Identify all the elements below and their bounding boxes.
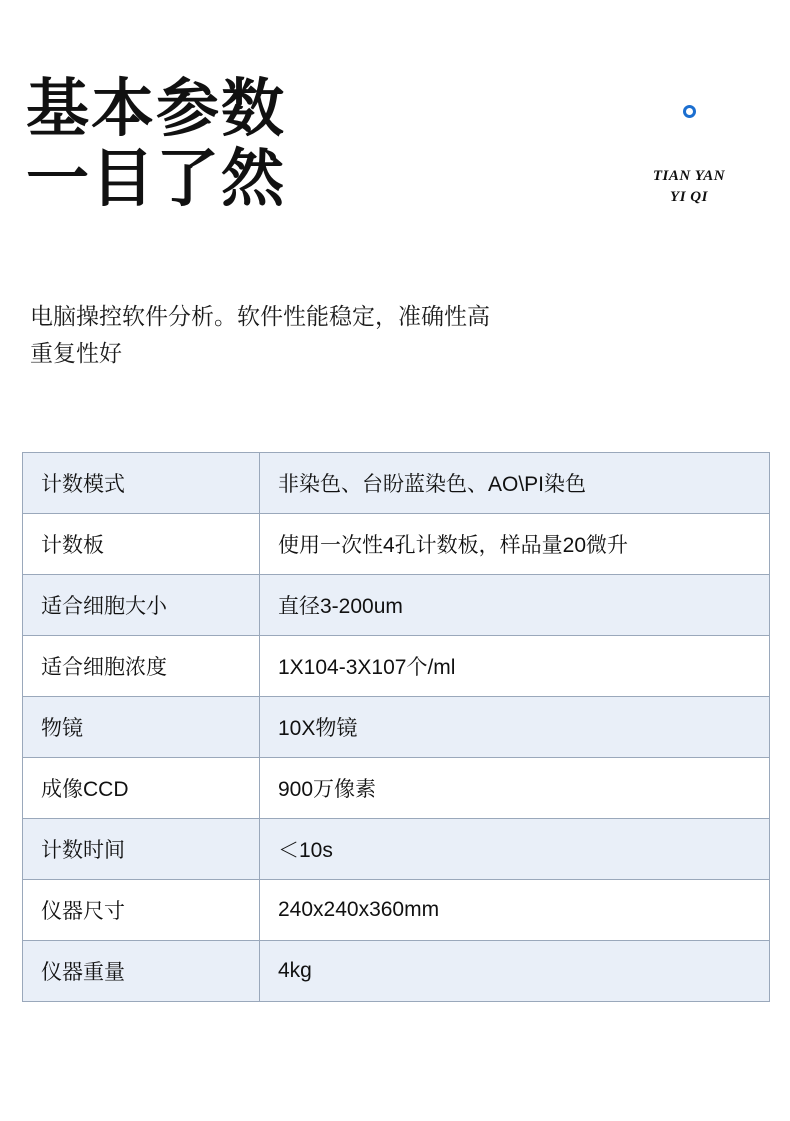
spec-value: 10X物镜 — [260, 697, 770, 758]
brand-name-line-1: TIAN YAN — [652, 168, 726, 184]
spec-label: 计数板 — [23, 514, 260, 575]
subtitle-line-2: 重复性好 — [30, 340, 122, 366]
header — [0, 0, 790, 270]
spec-label: 计数模式 — [23, 453, 260, 514]
spec-label: 适合细胞大小 — [23, 575, 260, 636]
table-row — [23, 453, 770, 514]
table-row — [23, 575, 770, 636]
spec-value: 使用一次性4孔计数板，样品量20微升 — [260, 514, 770, 575]
brand-block — [614, 105, 764, 208]
spec-value: 直径3-200um — [260, 575, 770, 636]
subtitle — [30, 298, 730, 372]
spec-label: 仪器重量 — [23, 941, 260, 1002]
spec-value: 900万像素 — [260, 758, 770, 819]
spec-value: ＜10s — [260, 819, 770, 880]
table-row — [23, 941, 770, 1002]
spec-value: 4kg — [260, 941, 770, 1002]
table-row — [23, 514, 770, 575]
page-title-line-1: 基本参数 — [26, 74, 286, 144]
subtitle-line-1: 电脑操控软件分析。软件性能稳定，准确性高 — [30, 303, 490, 329]
spec-value: 1X104-3X107个/ml — [260, 636, 770, 697]
page-title — [26, 74, 286, 214]
table-row — [23, 880, 770, 941]
brand-name-line-2: YI QI — [670, 189, 708, 205]
table-row — [23, 758, 770, 819]
circle-logo-icon — [683, 105, 696, 118]
spec-table — [22, 452, 770, 1002]
spec-label: 计数时间 — [23, 819, 260, 880]
spec-label: 适合细胞浓度 — [23, 636, 260, 697]
spec-value: 240x240x360mm — [260, 880, 770, 941]
spec-label: 仪器尺寸 — [23, 880, 260, 941]
table-row — [23, 636, 770, 697]
spec-label: 成像CCD — [23, 758, 260, 819]
table-row — [23, 819, 770, 880]
table-row — [23, 697, 770, 758]
page-title-line-2: 一目了然 — [26, 144, 286, 214]
spec-label: 物镜 — [23, 697, 260, 758]
spec-value: 非染色、台盼蓝染色、AO\PI染色 — [260, 453, 770, 514]
spec-table-body — [23, 453, 770, 1002]
